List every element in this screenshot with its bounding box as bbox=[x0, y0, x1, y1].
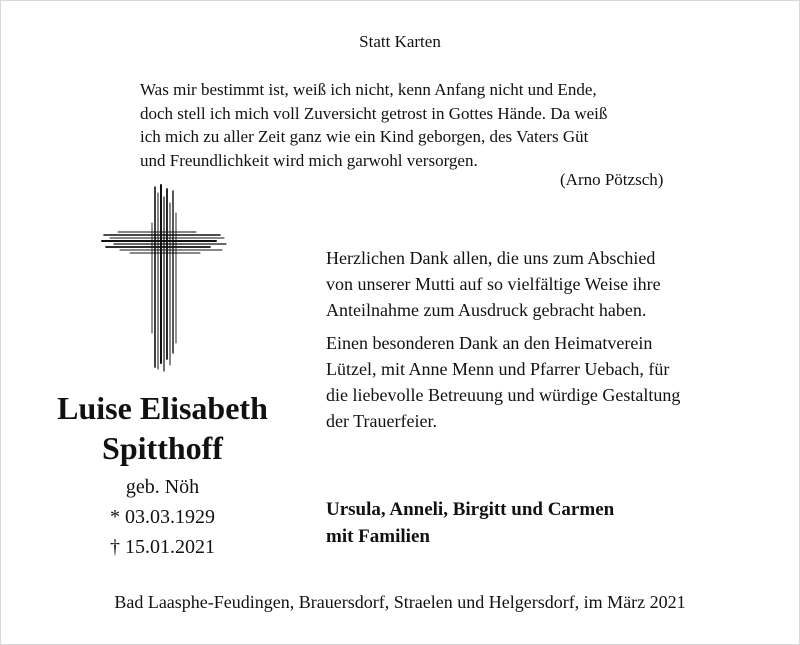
poem-line: ich mich zu aller Zeit ganz wie ein Kind geborgen, des Vaters Güt bbox=[140, 127, 589, 146]
thanks-line: Lützel, mit Anne Menn und Pfarrer Uebach, für bbox=[326, 359, 670, 379]
cross-icon bbox=[100, 183, 228, 373]
thanks-paragraph-2 bbox=[326, 330, 766, 434]
thanks-line: Einen besonderen Dank an den Heimatverein bbox=[326, 333, 653, 353]
thanks-line: von unserer Mutti auf so vielfältige Weise ihre bbox=[326, 274, 661, 294]
family-signature bbox=[326, 496, 766, 550]
thanks-line: Herzlichen Dank allen, die uns zum Abschied bbox=[326, 248, 656, 268]
poem-attribution: (Arno Pötzsch) bbox=[560, 170, 664, 189]
poem-line: und Freundlichkeit wird mich garwohl versorgen. bbox=[140, 150, 478, 170]
name-line-first: Luise Elisabeth bbox=[57, 390, 268, 426]
thanks-line: Anteilnahme zum Ausdruck gebracht haben. bbox=[326, 300, 647, 320]
thanks-line: die liebevolle Betreuung und würdige Gestaltung bbox=[326, 385, 681, 405]
poem bbox=[140, 78, 700, 172]
deceased-name bbox=[0, 388, 325, 468]
thanks-text bbox=[326, 245, 766, 434]
birth-date: * 03.03.1929 bbox=[110, 506, 215, 528]
place-and-date: Bad Laasphe-Feudingen, Brauersdorf, Straelen und Helgersdorf, im März 2021 bbox=[114, 592, 686, 612]
name-line-surname: Spitthoff bbox=[102, 430, 223, 466]
poem-line: Was mir bestimmt ist, weiß ich nicht, kenn Anfang nicht und Ende, bbox=[140, 80, 597, 99]
maiden-name: geb. Nöh bbox=[125, 476, 200, 498]
thanks-line: der Trauerfeier. bbox=[326, 411, 437, 431]
family-names: Ursula, Anneli, Birgitt und Carmen bbox=[326, 499, 615, 520]
thanks-paragraph-1 bbox=[326, 245, 766, 323]
death-date: † 15.01.2021 bbox=[110, 536, 215, 558]
deceased-details bbox=[0, 472, 325, 562]
family-suffix: mit Familien bbox=[326, 526, 430, 547]
poem-line: doch stell ich mich voll Zuversicht getrost in Gottes Hände. Da weiß bbox=[140, 103, 608, 123]
notice-header: Statt Karten bbox=[359, 32, 441, 51]
